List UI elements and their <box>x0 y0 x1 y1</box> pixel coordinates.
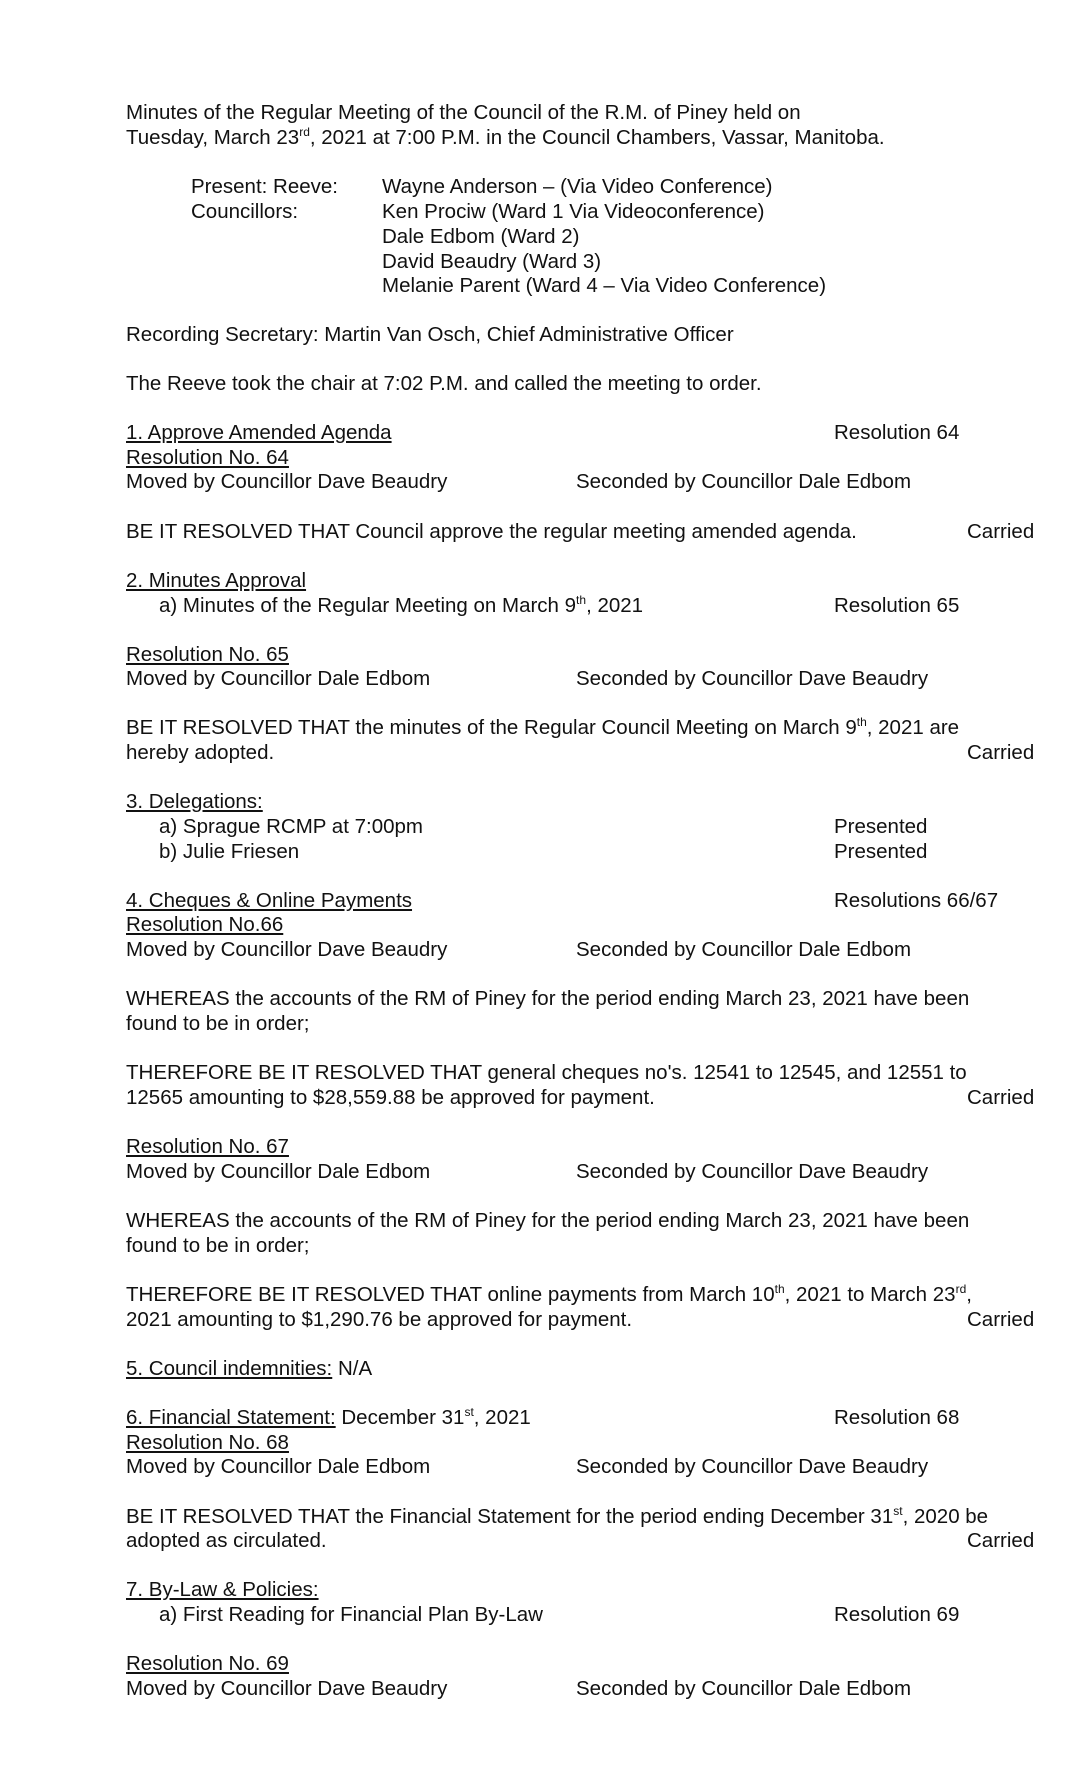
resolution-68-text-line-2: adopted as circulated. <box>126 1529 327 1552</box>
section-6-heading: 6. Financial Statement: <box>126 1406 336 1429</box>
resolution-68-text-line-1 <box>126 1505 988 1529</box>
councillor-2: Dale Edbom (Ward 2) <box>382 225 580 248</box>
resolution-64-label: Resolution No. 64 <box>126 446 289 469</box>
section-6-value-suffix: st <box>464 1405 474 1420</box>
section-5-value: N/A <box>332 1357 373 1380</box>
councillors-label: Councillors: <box>191 200 299 223</box>
delegation-a: a) Sprague RCMP at 7:00pm <box>159 815 423 838</box>
section-4-heading: 4. Cheques & Online Payments <box>126 889 413 912</box>
section-6-value: December 31 <box>335 1406 465 1429</box>
resolution-65-seconded: Seconded by Councillor Dave Beaudry <box>576 667 929 690</box>
chair-statement: The Reeve took the chair at 7:02 P.M. and called the meeting to order. <box>126 372 762 395</box>
resolution-68-text-suffix: st <box>893 1504 903 1519</box>
delegation-a-status: Presented <box>834 815 928 838</box>
section-7-item-a: a) First Reading for Financial Plan By-Law <box>159 1603 543 1626</box>
resolution-65-text: BE IT RESOLVED THAT the minutes of the Regular Council Meeting on March 9 <box>126 716 857 739</box>
section-2-item-year: , 2021 <box>586 594 644 617</box>
resolution-66-seconded: Seconded by Councillor Dale Edbom <box>576 938 912 961</box>
resolution-66-status: Carried <box>967 1086 1035 1109</box>
resolution-67-therefore-start: THEREFORE BE IT RESOLVED THAT online payments from March 10 <box>126 1283 775 1306</box>
resolution-67-therefore-line-2: 2021 amounting to $1,290.76 be approved for payment. <box>126 1308 633 1331</box>
section-6-resolution-ref: Resolution 68 <box>834 1406 960 1429</box>
section-6-value-year: , 2021 <box>473 1406 531 1429</box>
resolution-67-suffix-1: th <box>774 1282 785 1297</box>
resolution-66-whereas-line-2: found to be in order; <box>126 1012 310 1035</box>
resolution-69-seconded: Seconded by Councillor Dale Edbom <box>576 1677 912 1700</box>
resolution-64-status: Carried <box>967 520 1035 543</box>
resolution-68-label: Resolution No. 68 <box>126 1431 289 1454</box>
delegation-b-status: Presented <box>834 840 928 863</box>
resolution-64-text: BE IT RESOLVED THAT Council approve the regular meeting amended agenda. <box>126 520 857 543</box>
reeve-name: Wayne Anderson – (Via Video Conference) <box>382 175 773 198</box>
resolution-68-status: Carried <box>967 1529 1035 1552</box>
councillor-3: David Beaudry (Ward 3) <box>382 250 602 273</box>
section-2-item-text: a) Minutes of the Regular Meeting on March 9 <box>159 594 577 617</box>
section-7-heading: 7. By-Law & Policies: <box>126 1578 319 1601</box>
header-date-suffix: rd <box>299 125 310 140</box>
section-6 <box>126 1406 531 1430</box>
resolution-66-whereas-line-1: WHEREAS the accounts of the RM of Piney for the period ending March 23, 2021 have been <box>126 987 970 1010</box>
section-2-heading: 2. Minutes Approval <box>126 569 307 592</box>
section-5 <box>126 1357 372 1381</box>
resolution-68-text-end: , 2020 be <box>902 1505 989 1528</box>
resolution-67-therefore-end: , <box>966 1283 972 1306</box>
resolution-67-label: Resolution No. 67 <box>126 1135 289 1158</box>
resolution-64-moved: Moved by Councillor Dave Beaudry <box>126 470 448 493</box>
resolution-67-therefore-line-1 <box>126 1283 972 1307</box>
councillor-4: Melanie Parent (Ward 4 – Via Video Conference) <box>382 274 827 297</box>
recording-secretary: Recording Secretary: Martin Van Osch, Chief Administrative Officer <box>126 323 734 346</box>
resolution-65-text-end: , 2021 are <box>866 716 960 739</box>
resolution-67-status: Carried <box>967 1308 1035 1331</box>
section-2-item-a <box>159 594 643 618</box>
resolution-67-whereas-line-2: found to be in order; <box>126 1234 310 1257</box>
header-line-1: Minutes of the Regular Meeting of the Council of the R.M. of Piney held on <box>126 101 801 124</box>
resolution-68-moved: Moved by Councillor Dale Edbom <box>126 1455 431 1478</box>
councillor-1: Ken Prociw (Ward 1 Via Videoconference) <box>382 200 765 223</box>
resolution-66-label: Resolution No.66 <box>126 913 284 936</box>
resolution-67-whereas-line-1: WHEREAS the accounts of the RM of Piney for the period ending March 23, 2021 have been <box>126 1209 970 1232</box>
section-7-resolution-ref: Resolution 69 <box>834 1603 960 1626</box>
resolution-66-therefore-line-1: THEREFORE BE IT RESOLVED THAT general cheques no's. 12541 to 12545, and 12551 to <box>126 1061 967 1084</box>
section-3-heading: 3. Delegations: <box>126 790 263 813</box>
resolution-67-seconded: Seconded by Councillor Dave Beaudry <box>576 1160 929 1183</box>
resolution-69-moved: Moved by Councillor Dave Beaudry <box>126 1677 448 1700</box>
resolution-67-therefore-mid: , 2021 to March 23 <box>784 1283 956 1306</box>
resolution-67-suffix-2: rd <box>955 1282 967 1297</box>
resolution-65-text-line-2: hereby adopted. <box>126 741 275 764</box>
resolution-66-moved: Moved by Councillor Dave Beaudry <box>126 938 448 961</box>
resolution-67-moved: Moved by Councillor Dale Edbom <box>126 1160 431 1183</box>
header-line-2 <box>126 126 885 150</box>
resolution-69-label: Resolution No. 69 <box>126 1652 289 1675</box>
resolution-65-moved: Moved by Councillor Dale Edbom <box>126 667 431 690</box>
resolution-68-seconded: Seconded by Councillor Dave Beaudry <box>576 1455 929 1478</box>
delegation-b: b) Julie Friesen <box>159 840 300 863</box>
header-date: Tuesday, March 23 <box>126 126 300 149</box>
section-1-heading: 1. Approve Amended Agenda <box>126 421 392 444</box>
header-location: , 2021 at 7:00 P.M. in the Council Chambers, Vassar, Manitoba. <box>309 126 885 149</box>
section-4-resolution-ref: Resolutions 66/67 <box>834 889 999 912</box>
resolution-64-seconded: Seconded by Councillor Dale Edbom <box>576 470 912 493</box>
section-5-heading: 5. Council indemnities: <box>126 1357 333 1380</box>
resolution-65-text-suffix: th <box>856 715 867 730</box>
section-1-resolution-ref: Resolution 64 <box>834 421 960 444</box>
resolution-68-text: BE IT RESOLVED THAT the Financial Statement for the period ending December 31 <box>126 1505 894 1528</box>
present-label: Present: Reeve: <box>191 175 338 198</box>
resolution-65-status: Carried <box>967 741 1035 764</box>
resolution-65-label: Resolution No. 65 <box>126 643 289 666</box>
section-2-item-suffix: th <box>576 593 587 608</box>
resolution-66-therefore-line-2: 12565 amounting to $28,559.88 be approved for payment. <box>126 1086 655 1109</box>
section-2-resolution-ref: Resolution 65 <box>834 594 960 617</box>
resolution-65-text-line-1 <box>126 716 959 740</box>
